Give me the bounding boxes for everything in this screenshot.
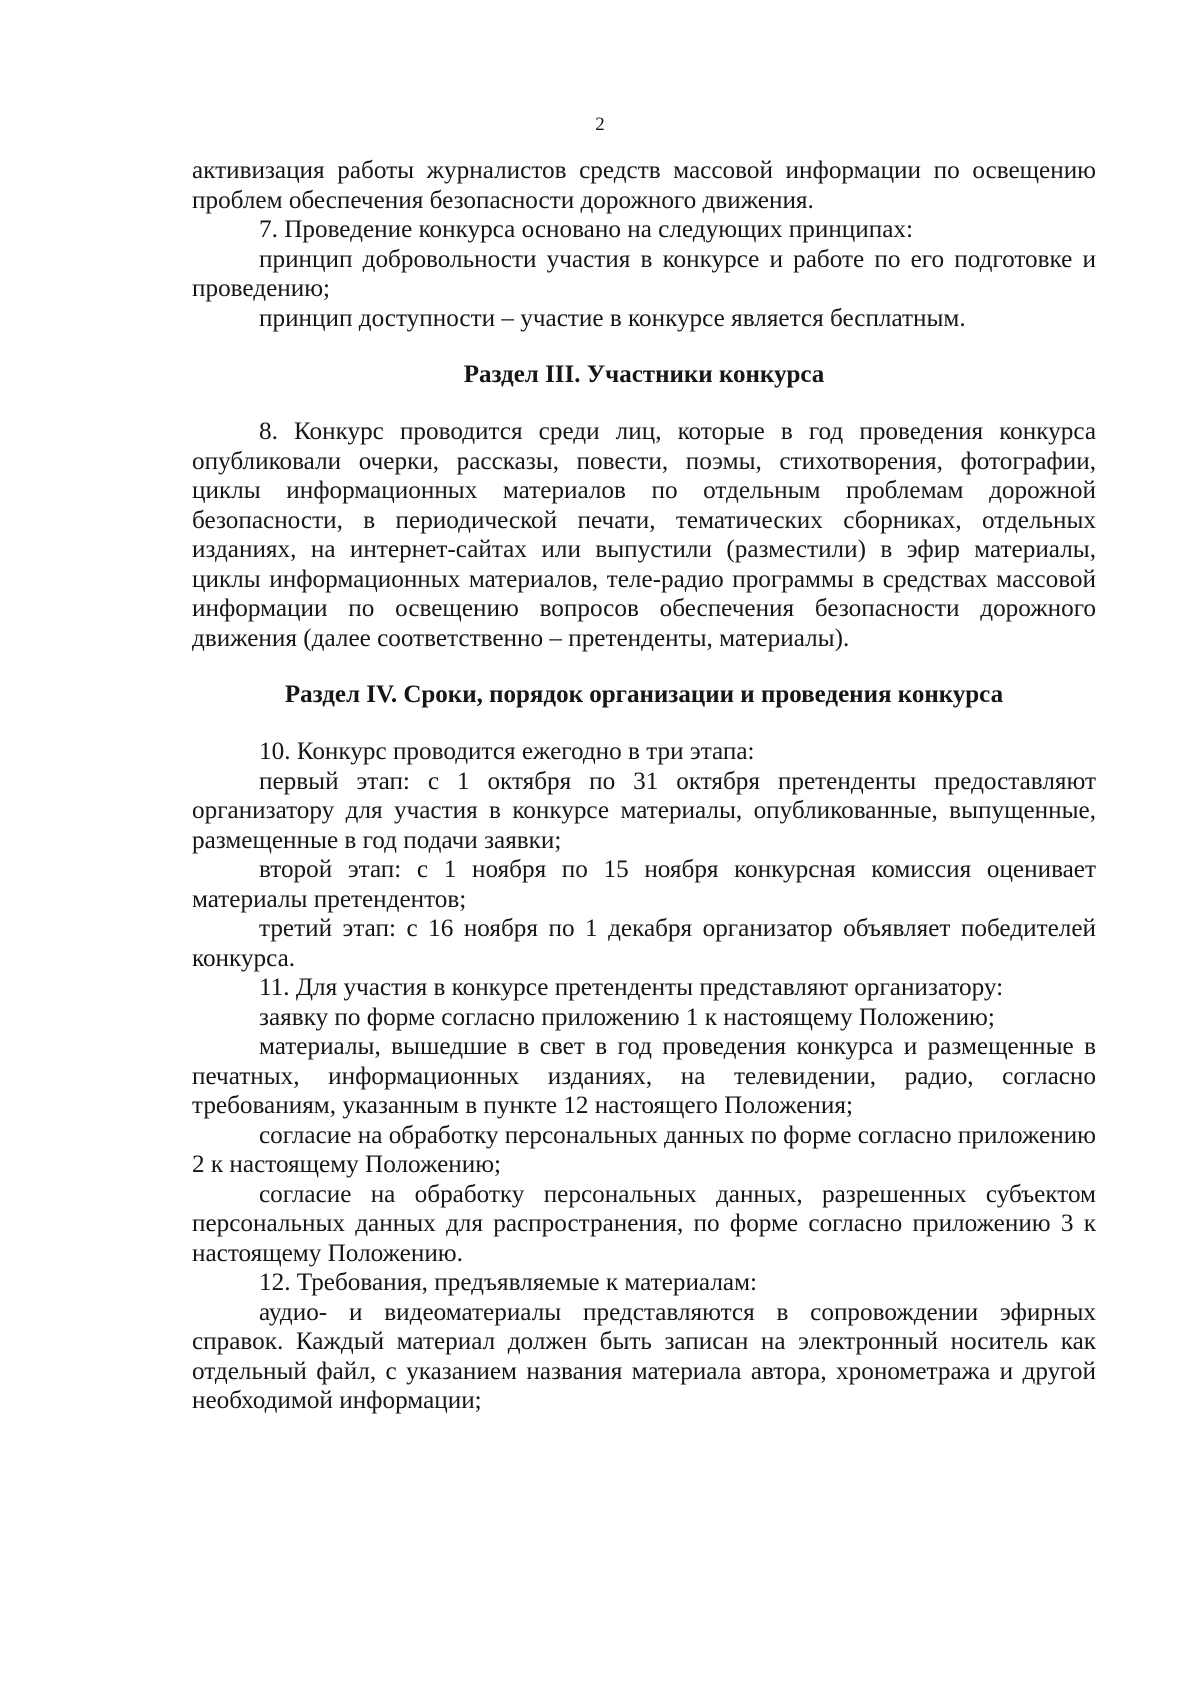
paragraph-7: 7. Проведение конкурса основано на следующих принципах: — [259, 216, 914, 243]
paragraph-11: 11. Для участия в конкурсе претенденты представляют организатору: — [259, 974, 1004, 1001]
paragraph-12: 12. Требования, предъявляемые к материалам: — [259, 1269, 758, 1296]
section-4-heading: Раздел IV. Сроки, порядок организации и проведения конкурса — [284, 681, 1004, 708]
paragraph-intro: активизация работы журналистов средств массовой информации по освещению проблем обеспечения безопасности дорожного движения. — [192, 157, 1096, 214]
paragraph-12-av-materials: аудио- и видеоматериалы представляются в сопровождении эфирных справок. Каждый материал должен быть записан на электронный носитель как отдельный файл, с указанием названия материала автора, хронометража и другой необходимой информации; — [192, 1298, 1096, 1414]
paragraph-11-consent: согласие на обработку персональных данных по форме согласно приложению 2 к настоящему Положению; — [192, 1121, 1096, 1178]
paragraph-8: 8. Конкурс проводится среди лиц, которые в год проведения конкурса опубликовали очерки, рассказы, повести, поэмы, стихотворения, фотографии, циклы информационных материалов по отдельным проблемам дорожной безопасности, в периодической печати, тематических сборниках, отдельных изданиях, на интернет-сайтах или выпустили (разместили) в эфир материалы, циклы информационных материалов, теле-радио программы в средствах массовой информации по освещению вопросов обеспечения безопасности дорожного движения (далее соответственно – претенденты, материалы). — [192, 418, 1096, 652]
document-body — [192, 156, 1096, 1416]
paragraph-7-principle-voluntary: принцип добровольности участия в конкурсе и работе по его подготовке и проведению; — [192, 245, 1096, 302]
paragraph-11-materials: материалы, вышедшие в свет в год проведения конкурса и размещенные в печатных, информационных изданиях, на телевидении, радио, согласно требованиям, указанным в пункте 12 настоящего Положения; — [192, 1033, 1096, 1119]
paragraph-11-application: заявку по форме согласно приложению 1 к настоящему Положению; — [259, 1003, 995, 1031]
paragraph-10-stage-2: второй этап: с 1 ноября по 15 ноября конкурсная комиссия оценивает материалы претендентов; — [192, 856, 1096, 913]
paragraph-10-stage-1: первый этап: с 1 октября по 31 октября претенденты предоставляют организатору для участия в конкурсе материалы, опубликованные, выпущенные, размещенные в год подачи заявки; — [192, 767, 1096, 854]
section-3-heading: Раздел III. Участники конкурса — [463, 361, 825, 388]
paragraph-10-stage-3: третий этап: с 16 ноября по 1 декабря организатор объявляет победителей конкурса. — [192, 915, 1096, 972]
page-number: 2 — [595, 114, 605, 135]
paragraph-10: 10. Конкурс проводится ежегодно в три этапа: — [259, 738, 755, 765]
paragraph-7-principle-access: принцип доступности – участие в конкурсе является бесплатным. — [259, 304, 966, 332]
paragraph-11-consent-distribution: согласие на обработку персональных данных, разрешенных субъектом персональных данных для распространения, по форме согласно приложению 3 к настоящему Положению. — [192, 1180, 1096, 1267]
